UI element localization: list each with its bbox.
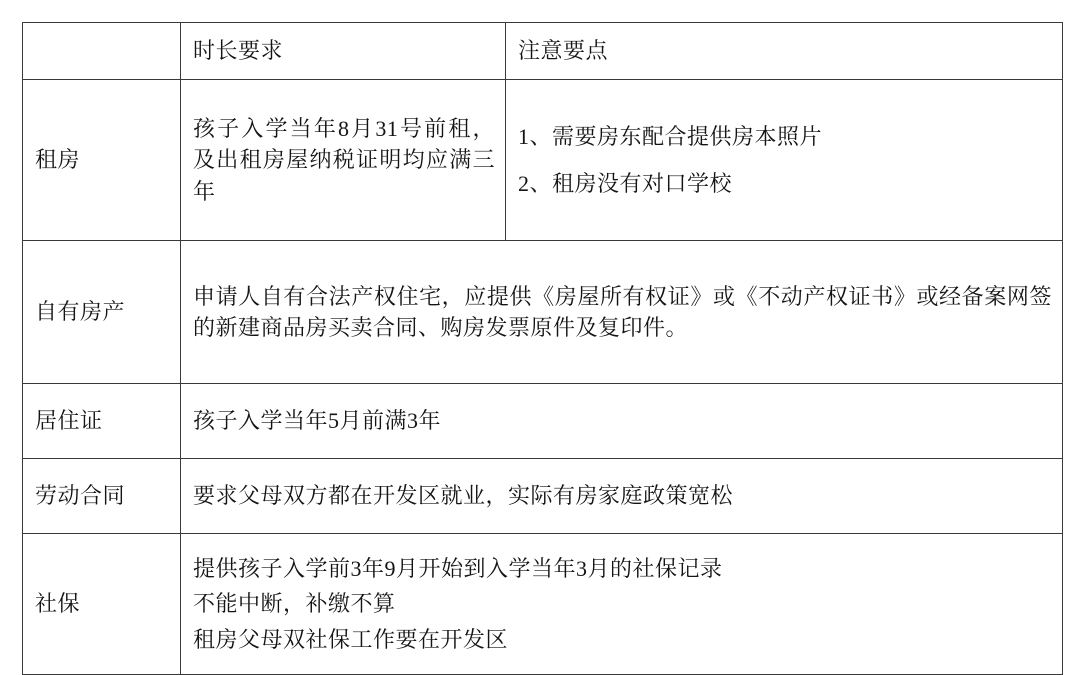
row-content-owned-property: 申请人自有合法产权住宅，应提供《房屋所有权证》或《不动产权证书》或经备案网签的新建商品房买卖合同、购房发票原件及复印件。 [181, 241, 1063, 384]
row-label-labor-contract: 劳动合同 [23, 459, 181, 534]
table-row [23, 241, 1063, 384]
row-content-social-insurance [181, 534, 1063, 675]
requirements-table [22, 22, 1063, 675]
row-duration-rent: 孩子入学当年8月31号前租，及出租房屋纳税证明均应满三年 [181, 80, 506, 241]
row-label-owned-property: 自有房产 [23, 241, 181, 384]
note-line: 1、需要房东配合提供房本照片 [518, 123, 823, 149]
header-cell-empty [23, 23, 181, 80]
header-cell-duration: 时长要求 [181, 23, 506, 80]
table-row [23, 534, 1063, 675]
row-label-rent: 租房 [23, 80, 181, 241]
row-label-social-insurance: 社保 [23, 534, 181, 675]
header-cell-notes: 注意要点 [506, 23, 1063, 80]
row-label-residence-permit: 居住证 [23, 384, 181, 459]
row-content-labor-contract: 要求父母双方都在开发区就业，实际有房家庭政策宽松 [181, 459, 1063, 534]
row-notes-rent [506, 80, 1063, 241]
table-row [23, 80, 1063, 241]
table-header-row [23, 23, 1063, 80]
row-content-residence-permit: 孩子入学当年5月前满3年 [181, 384, 1063, 459]
content-line: 提供孩子入学前3年9月开始到入学当年3月的社保记录 [193, 556, 723, 582]
table-row [23, 384, 1063, 459]
content-line: 租房父母双社保工作要在开发区 [193, 626, 509, 652]
content-line: 不能中断，补缴不算 [193, 591, 396, 617]
note-line: 2、租房没有对口学校 [518, 171, 733, 196]
table-row [23, 459, 1063, 534]
